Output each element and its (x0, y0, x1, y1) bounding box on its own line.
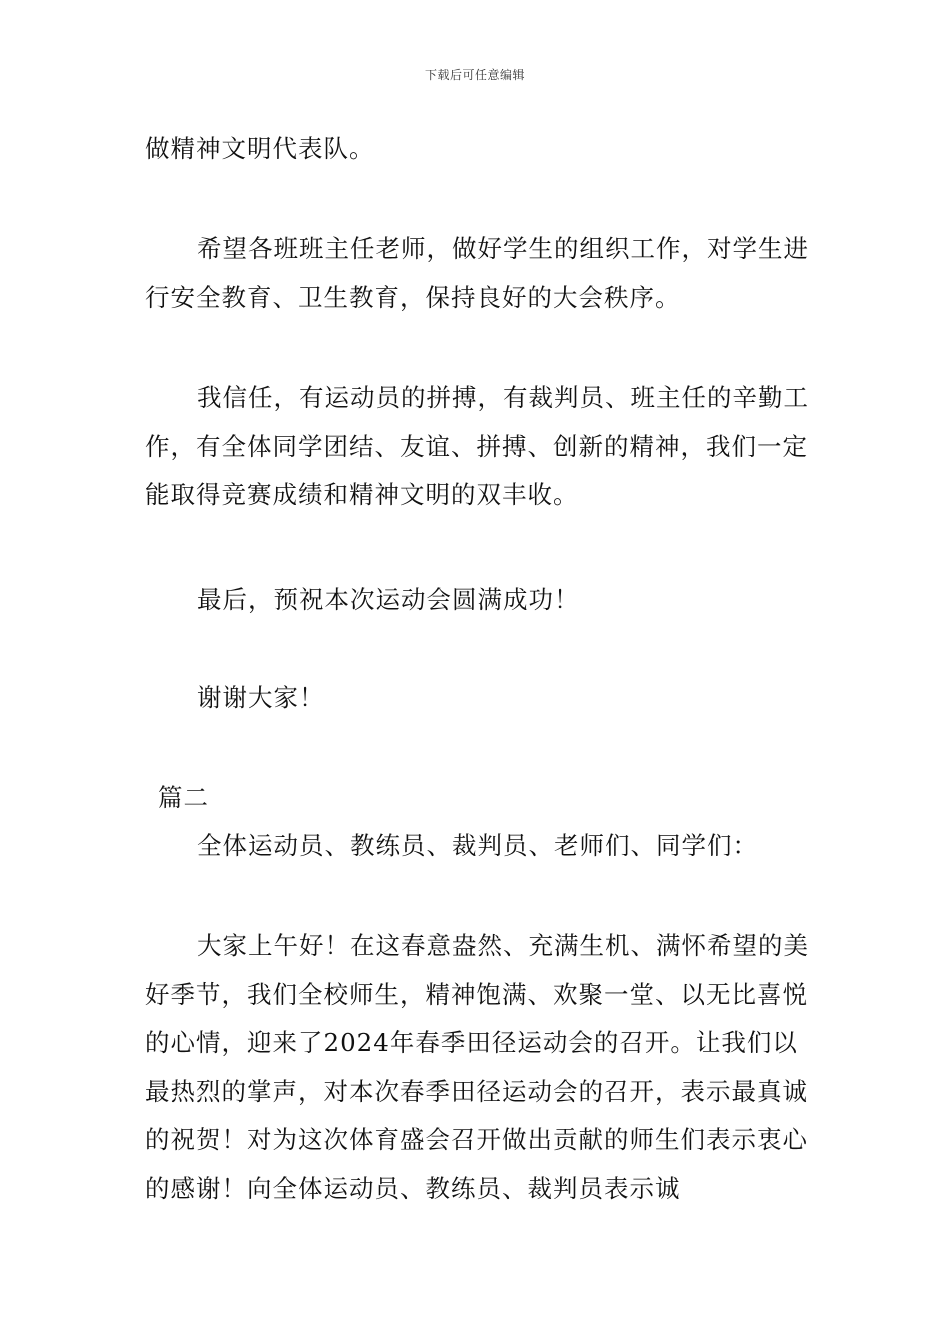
paragraph-thanks: 谢谢大家！ (197, 683, 325, 712)
paragraph-opening: 大家上午好！在这春意盎然、充满生机、满怀希望的美好季节，我们全校师生，精神饱满、欢聚一堂、以无比喜悦的心情，迎来了2024年春季田径运动会的召开。让我们以最热烈的掌声，对本次春季田径运动会的召开，表示最真诚的祝贺！对为这次体育盛会召开做出贡献的师生们表示衷心的感谢！向全体运动员、教练员、裁判员表示诚 (145, 931, 809, 1203)
section-title: 篇二 (158, 783, 209, 812)
paragraph-class-teachers: 希望各班班主任老师，做好学生的组织工作，对学生进行安全教育、卫生教育，保持良好的大会秩序。 (145, 234, 809, 312)
paragraph-closing-wish: 最后，预祝本次运动会圆满成功！ (197, 585, 580, 614)
page-header-note: 下载后可任意编辑 (424, 68, 525, 82)
paragraph-salutation: 全体运动员、教练员、裁判员、老师们、同学们： (197, 831, 758, 860)
paragraph-continuation: 做精神文明代表队。 (145, 134, 375, 163)
paragraph-confidence: 我信任，有运动员的拼搏，有裁判员、班主任的辛勤工作，有全体同学团结、友谊、拼搏、创新的精神，我们一定能取得竞赛成绩和精神文明的双丰收。 (145, 383, 809, 509)
